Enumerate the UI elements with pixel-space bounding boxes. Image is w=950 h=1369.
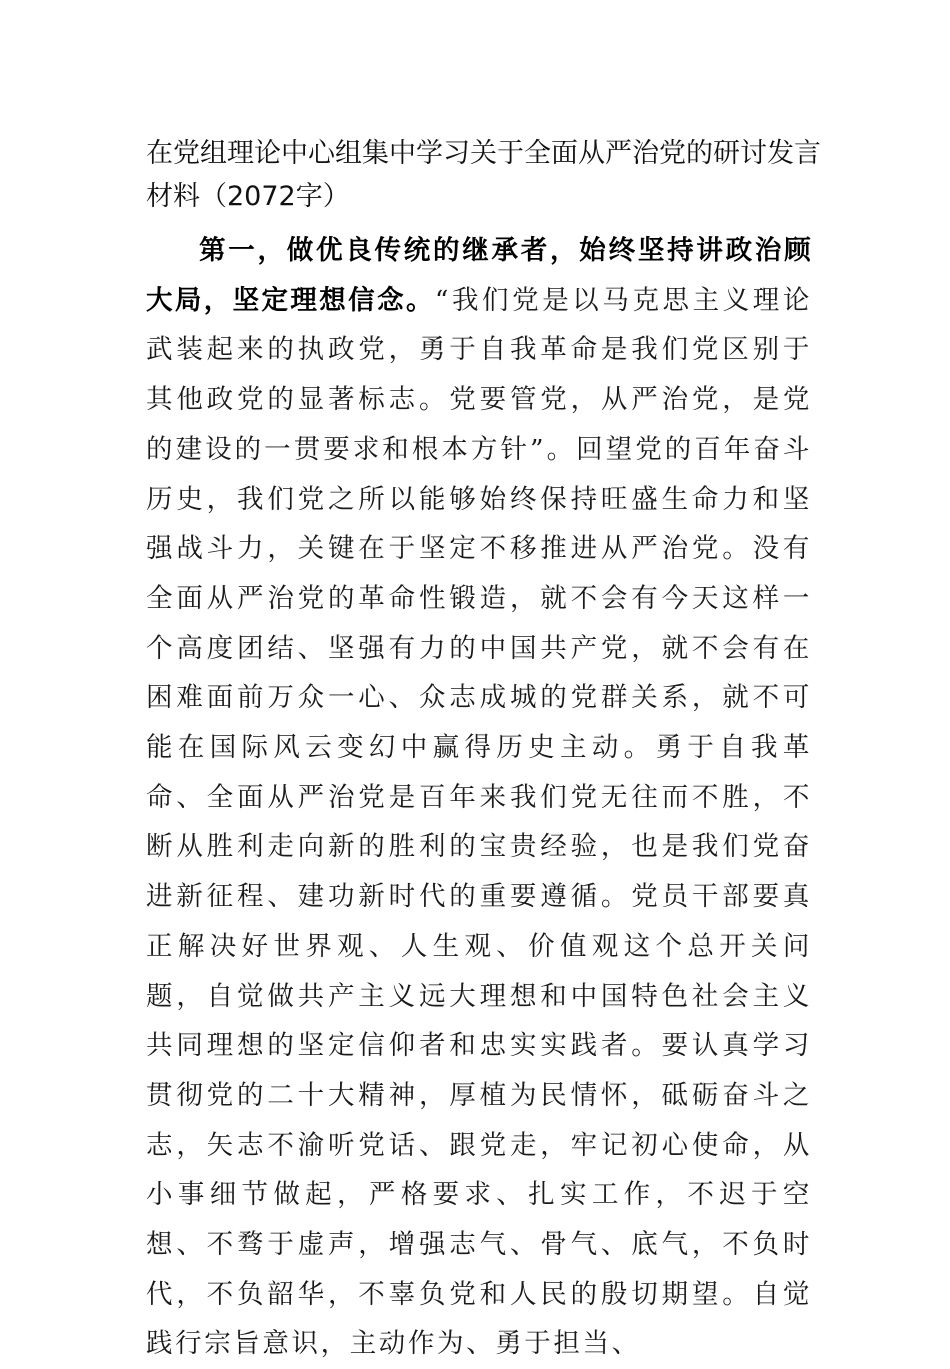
body-paragraph	[146, 226, 812, 1369]
document-title: 在党组理论中心组集中学习关于全面从严治党的研讨发言材料（2072字）	[146, 138, 821, 212]
paragraph-text: “我们党是以马克思主义理论武装起来的执政党，勇于自我革命是我们党区别于其他政党的显著标志。党要管党，从严治党，是党的建设的一贯要求和根本方针”。回望党的百年奋斗历史，我们党之所以能够始终保持旺盛生命力和坚强战斗力，关键在于坚定不移推进从严治党。没有全面从严治党的革命性锻造，就不会有今天这样一个高度团结、坚强有力的中国共产党，就不会有在困难面前万众一心、众志成城的党群关系，就不可能在国际风云变幻中赢得历史主动。勇于自我革命、全面从严治党是百年来我们党无往而不胜，不断从胜利走向新的胜利的宝贵经验，也是我们党奋进新征程、建功新时代的重要遵循。党员干部要真正解决好世界观、人生观、价值观这个总开关问题，自觉做共产主义远大理想和中国特色社会主义共同理想的坚定信仰者和忠实实践者。要认真学习贯彻党的二十大精神，厚植为民情怀，砥砺奋斗之志，矢志不渝听党话、跟党走，牢记初心使命，从小事细节做起，严格要求、扎实工作，不迟于空想、不骛于虚声，增强志气、骨气、底气，不负时代，不负韶华，不辜负党和人民的殷切期望。自觉践行宗旨意识，主动作为、勇于担当、	[146, 284, 812, 1360]
section-heading: 第一，做优良传统的继承者，始终坚持讲政治顾大局，坚定理想信念。	[146, 235, 812, 316]
